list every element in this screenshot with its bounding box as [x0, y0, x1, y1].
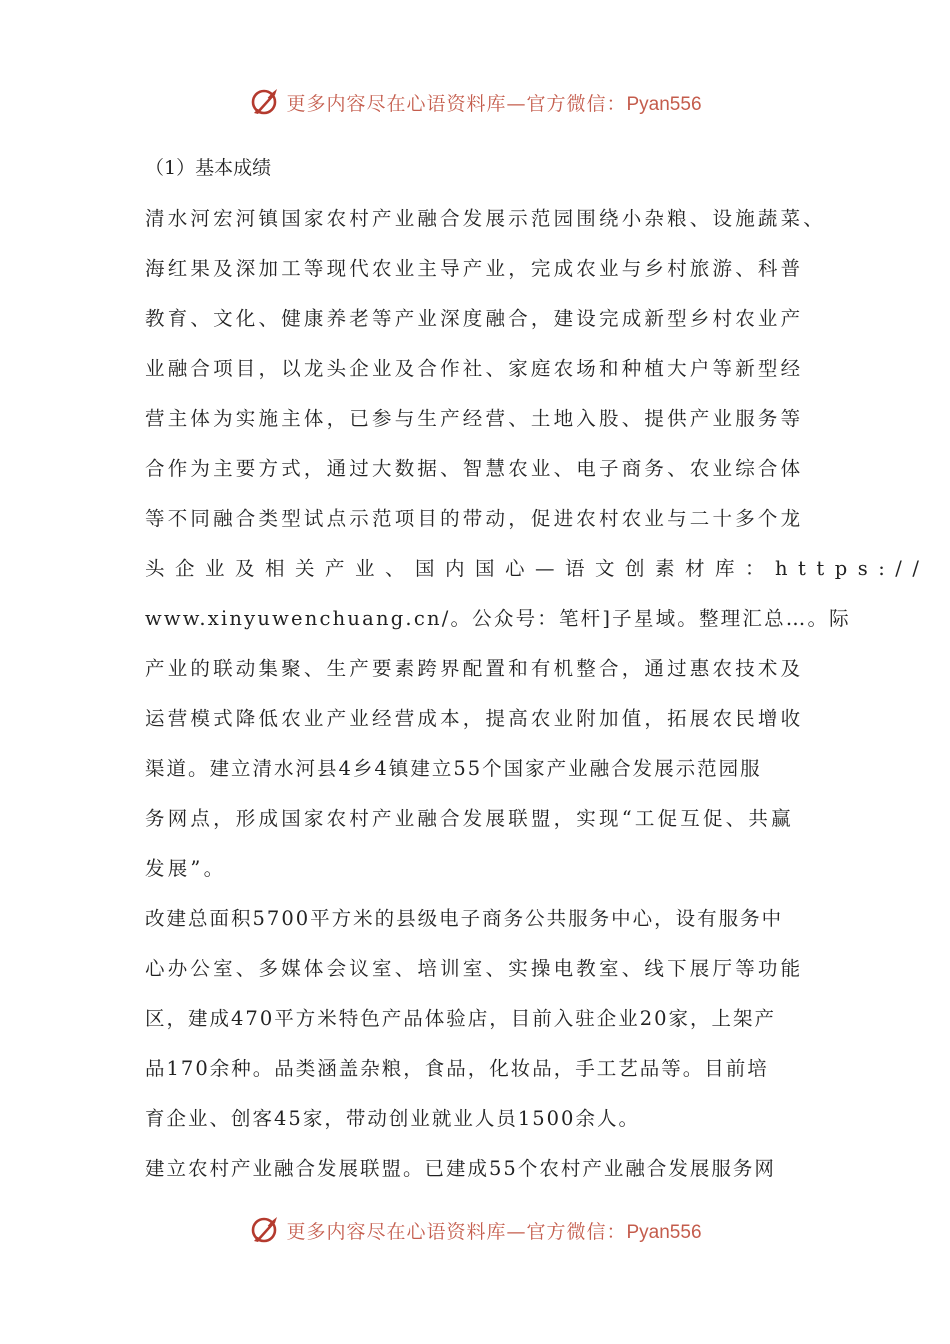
pen-nib-logo-icon — [248, 1213, 282, 1247]
text-line: 海红果及深加工等现代农业主导产业，完成农业与乡村旅游、科普 — [145, 257, 804, 280]
text-line: 合作为主要方式，通过大数据、智慧农业、电子商务、农业综合体 — [145, 457, 804, 480]
banner-main-text: 更多内容尽在心语资料库—官方微信： — [286, 1220, 627, 1243]
section-heading: （1）基本成绩 — [145, 157, 272, 179]
text-line: 产业的联动集聚、生产要素跨界配置和有机整合，通过惠农技术及 — [145, 657, 804, 680]
banner-wechat-id: Pyan556 — [626, 1221, 702, 1243]
banner-wechat-id: Pyan556 — [626, 93, 702, 115]
text-line: 等不同融合类型试点示范项目的带动，促进农村农业与二十多个龙 — [145, 507, 804, 530]
text-line: 发展”。 — [145, 857, 227, 880]
pen-nib-logo-icon — [248, 85, 282, 119]
text-line: 业融合项目，以龙头企业及合作社、家庭农场和种植大户等新型经 — [145, 357, 804, 380]
paragraph-2 — [145, 894, 825, 1144]
text-line: 清水河宏河镇国家农村产业融合发展示范园围绕小杂粮、设施蔬菜、 — [145, 207, 827, 230]
paragraph-1 — [145, 194, 930, 894]
text-line: 改建总面积5700平方米的县级电子商务公共服务中心，设有服务中 — [145, 907, 784, 930]
paragraph-3 — [145, 1144, 825, 1194]
text-line: 品170余种。品类涵盖杂粮，食品，化妆品，手工艺品等。目前培 — [145, 1057, 769, 1080]
text-line: 渠道。建立清水河县4乡4镇建立55个国家产业融合发展示范园服 — [145, 757, 762, 780]
text-line: 头企业及相关产业、国内国心—语文创素材库：https:// — [145, 557, 930, 580]
text-line: 建立农村产业融合发展联盟。已建成55个农村产业融合发展服务网 — [145, 1157, 776, 1180]
text-line: 区，建成470平方米特色产品体验店，目前入驻企业20家，上架产 — [145, 1007, 777, 1030]
banner-main-text: 更多内容尽在心语资料库—官方微信： — [286, 92, 627, 115]
text-line: www.xinyuwenchuang.cn/。公众号：笔杆]子星域。整理汇总…。际 — [145, 607, 851, 630]
text-line: 心办公室、多媒体会议室、培训室、实操电教室、线下展厅等功能 — [145, 957, 804, 980]
text-line: 育企业、创客45家，带动创业就业人员1500余人。 — [145, 1107, 640, 1130]
banner-text — [286, 89, 701, 116]
banner-text — [286, 1217, 701, 1244]
document-body — [145, 150, 930, 1194]
text-line: 教育、文化、健康养老等产业深度融合，建设完成新型乡村农业产 — [145, 307, 804, 330]
header-banner — [0, 82, 950, 122]
text-line: 务网点，形成国家农村产业融合发展联盟，实现“工促互促、共赢 — [145, 807, 794, 830]
footer-banner — [0, 1210, 950, 1250]
text-line: 运营模式降低农业产业经营成本，提高农业附加值，拓展农民增收 — [145, 707, 804, 730]
text-line: 营主体为实施主体，已参与生产经营、土地入股、提供产业服务等 — [145, 407, 804, 430]
